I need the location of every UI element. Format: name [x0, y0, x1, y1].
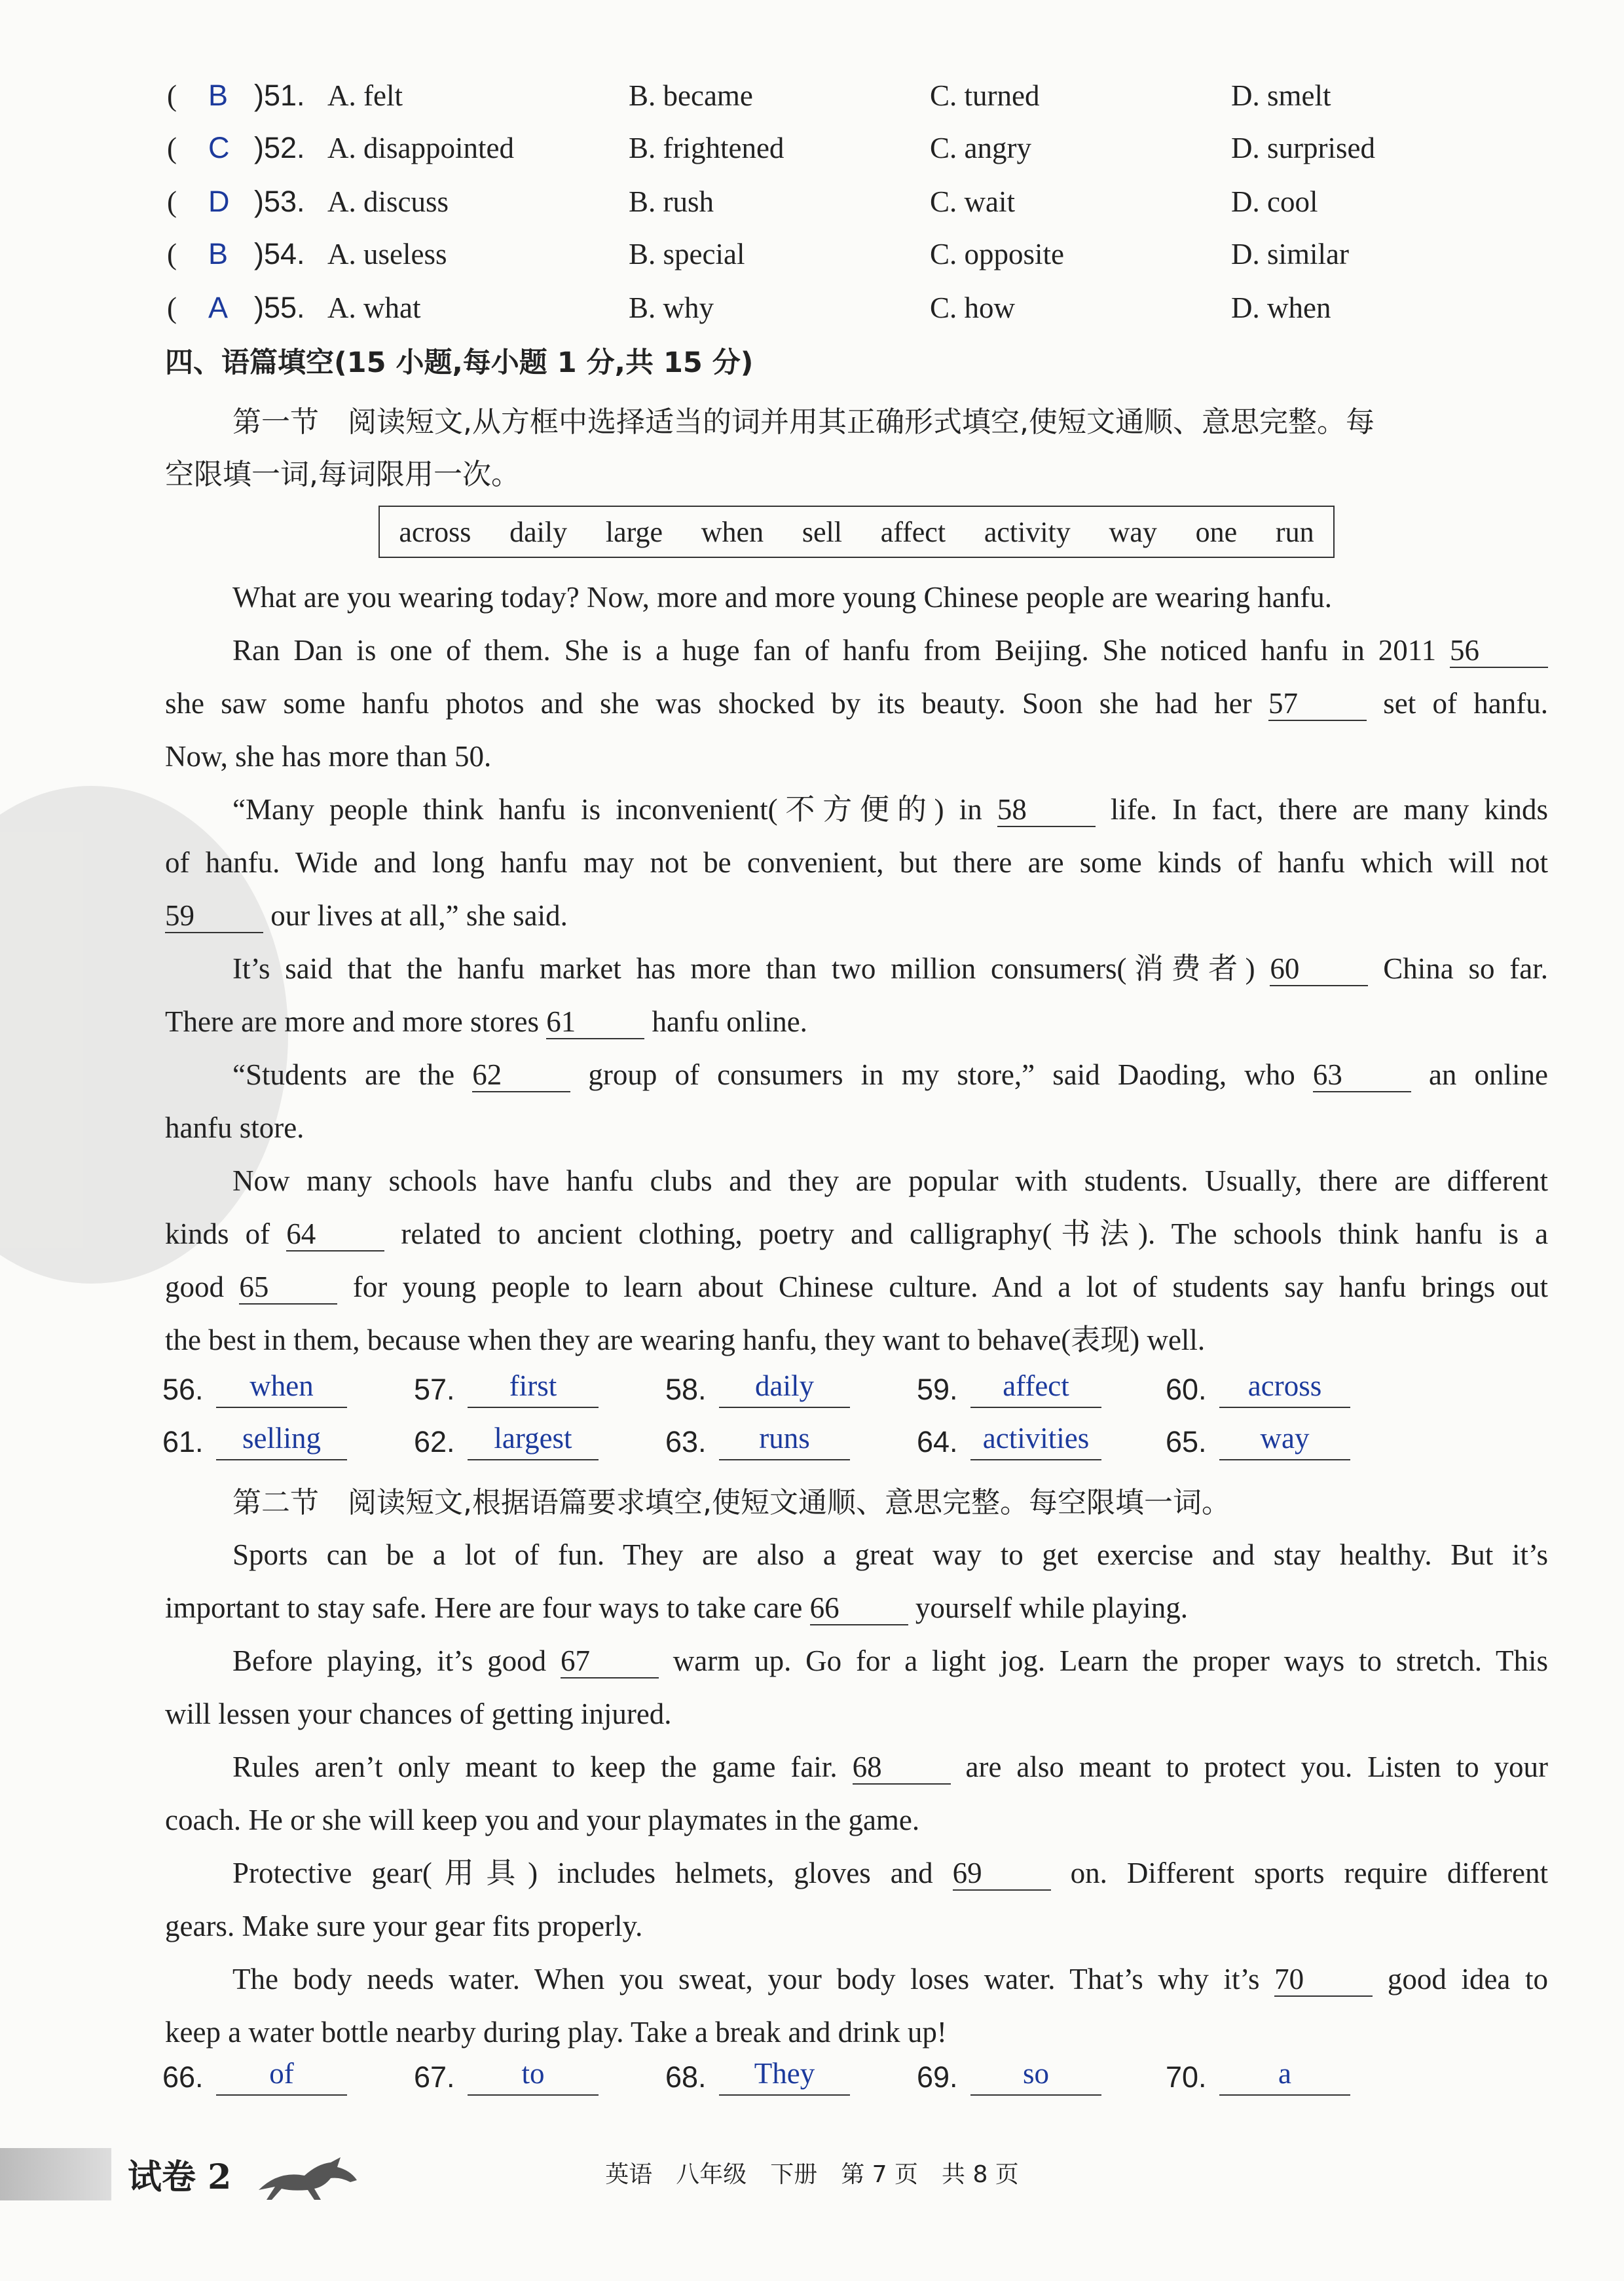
answer-value: when: [216, 1369, 347, 1408]
blank-60: 60: [1270, 952, 1368, 986]
choice-answer: B: [208, 237, 229, 270]
blank-67: 67: [561, 1644, 659, 1678]
choice-number: )54.: [254, 237, 305, 270]
passage-line: 59 our lives at all,” she said.: [165, 899, 568, 932]
choice-answer: D: [208, 185, 230, 218]
word-box-item: way: [1109, 515, 1157, 548]
word-box-item: one: [1195, 515, 1238, 548]
option-c: C. opposite: [930, 238, 1065, 270]
option-d: D. surprised: [1231, 132, 1375, 164]
answer-value: daily: [719, 1369, 850, 1408]
blank-69: 69: [953, 1857, 1051, 1891]
choice-number: )52.: [254, 131, 305, 164]
choice-answer: B: [208, 79, 229, 112]
option-b: B. why: [629, 291, 714, 324]
answer-value: largest: [468, 1421, 599, 1460]
passage-2: [165, 1529, 1548, 2059]
passage-line: Now many schools have hanfu clubs and they are popular with students. Usually, there are different: [232, 1164, 1548, 1197]
blank-65: 65: [239, 1270, 337, 1305]
choice-paren: (: [167, 291, 177, 324]
page-footer: [0, 2143, 1624, 2208]
blank-57: 57: [1268, 687, 1367, 721]
word-box-item: activity: [984, 515, 1071, 548]
blank-64: 64: [286, 1217, 384, 1252]
part1-instructions: 第一节 阅读短文,从方框中选择适当的词并用其正确形式填空,使短文通顺、意思完整。每: [232, 405, 1375, 439]
choice-paren: (: [167, 132, 177, 164]
answer-value: runs: [719, 1421, 850, 1460]
passage-line: of hanfu. Wide and long hanfu may not be convenient, but there are some kinds of hanfu which will not: [165, 846, 1548, 879]
blank-70: 70: [1274, 1963, 1373, 1997]
choice-paren: (: [167, 185, 177, 218]
answer-number: 64.: [917, 1425, 958, 1458]
answer-value: across: [1219, 1369, 1350, 1408]
word-box-item: affect: [880, 515, 946, 548]
blank-56: 56: [1450, 634, 1548, 668]
option-c: C. turned: [930, 79, 1040, 112]
section-heading: 四、语篇填空(15 小题,每小题 1 分,共 15 分): [165, 346, 754, 379]
blank-61: 61: [546, 1005, 644, 1039]
passage-line: she saw some hanfu photos and she was shocked by its beauty. Soon she had her 57 set of hanfu.: [165, 687, 1548, 720]
passage-line: the best in them, because when they are wearing hanfu, they want to behave(表现) well.: [165, 1324, 1206, 1356]
passage-line: Ran Dan is one of them. She is a huge fan of hanfu from Beijing. She noticed hanfu in 2011 56: [165, 624, 1548, 677]
passage-line: gears. Make sure your gear fits properly.: [165, 1910, 643, 1942]
answer-number: 57.: [414, 1373, 455, 1406]
answer-value: to: [468, 2056, 599, 2096]
word-box-item: when: [701, 515, 764, 548]
blank-68: 68: [853, 1751, 951, 1785]
answer-number: 56.: [162, 1373, 204, 1406]
answer-number: 68.: [665, 2060, 707, 2094]
word-box-item: run: [1275, 515, 1314, 548]
option-c: C. wait: [930, 185, 1015, 218]
word-box-item: daily: [509, 515, 568, 548]
answer-number: 70.: [1166, 2060, 1207, 2094]
passage-line: Before playing, it’s good 67 warm up. Go for a light jog. Learn the proper ways to stretch. This: [232, 1644, 1549, 1677]
option-b: B. frightened: [629, 132, 784, 164]
answer-value: They: [719, 2056, 850, 2096]
passage-line: will lessen your chances of getting injured.: [165, 1697, 672, 1730]
answer-number: 60.: [1166, 1373, 1207, 1406]
option-b: B. became: [629, 79, 753, 112]
answer-number: 67.: [414, 2060, 455, 2094]
option-a: A. what: [327, 291, 421, 324]
passage-line: keep a water bottle nearby during play. Take a break and drink up!: [165, 2016, 947, 2049]
answer-number: 65.: [1166, 1425, 1207, 1458]
option-d: D. when: [1231, 291, 1331, 324]
passage-line: Now, she has more than 50.: [165, 740, 492, 773]
choice-number: )53.: [254, 185, 305, 218]
passage-line: Protective gear(用具) includes helmets, gloves and 69 on. Different sports require different: [232, 1857, 1549, 1889]
answer-value: activities: [970, 1421, 1101, 1460]
option-d: D. similar: [1231, 238, 1349, 270]
answer-value: selling: [216, 1421, 347, 1460]
option-d: D. smelt: [1231, 79, 1331, 112]
answer-value: a: [1219, 2056, 1350, 2096]
choice-answer: A: [208, 291, 229, 324]
blank-59: 59: [165, 899, 263, 933]
answer-value: way: [1219, 1421, 1350, 1460]
word-box-item: sell: [802, 515, 842, 548]
option-a: A. disappointed: [327, 132, 514, 164]
passage-1: [165, 571, 1548, 1367]
answer-number: 69.: [917, 2060, 958, 2094]
option-d: D. cool: [1231, 185, 1318, 218]
passage-line: “Students are the 62 group of consumers in my store,” said Daoding, who 63 an online: [232, 1058, 1549, 1091]
part2-instructions: 第二节 阅读短文,根据语篇要求填空,使短文通顺、意思完整。每空限填一词。: [232, 1486, 1230, 1519]
word-box-item: across: [399, 515, 471, 548]
page-info: 英语 八年级 下册 第 7 页 共 8 页: [605, 2161, 1019, 2188]
choice-paren: (: [167, 238, 177, 270]
option-b: B. rush: [629, 185, 714, 218]
option-a: A. felt: [327, 79, 403, 112]
answer-number: 66.: [162, 2060, 204, 2094]
passage-line: What are you wearing today? Now, more and more young Chinese people are wearing hanfu.: [232, 581, 1332, 614]
passage-line: It’s said that the hanfu market has more than two million consumers(消费者) 60 China so far.: [232, 952, 1549, 985]
choice-number: )51.: [254, 79, 305, 112]
option-c: C. angry: [930, 132, 1031, 164]
answer-number: 62.: [414, 1425, 455, 1458]
passage-line: Rules aren’t only meant to keep the game fair. 68 are also meant to protect you. Listen to your: [232, 1751, 1548, 1783]
paper-label: 试卷 2: [128, 2157, 232, 2197]
option-b: B. special: [629, 238, 745, 270]
passage-line: kinds of 64 related to ancient clothing, poetry and calligraphy(书法). The schools think hanfu is a: [165, 1217, 1549, 1250]
passage-line: coach. He or she will keep you and your playmates in the game.: [165, 1804, 920, 1836]
word-box-item: large: [605, 515, 663, 548]
passage-line: “Many people think hanfu is inconvenient(不方便的) in 58 life. In fact, there are many kinds: [232, 793, 1549, 826]
option-a: A. discuss: [327, 185, 449, 218]
passage-line: Sports can be a lot of fun. They are also a great way to get exercise and stay healthy. But it’s: [232, 1538, 1548, 1571]
answer-value: of: [216, 2056, 347, 2096]
choice-number: )55.: [254, 291, 305, 324]
option-a: A. useless: [327, 238, 447, 270]
choice-paren: (: [167, 79, 177, 112]
answer-number: 63.: [665, 1425, 707, 1458]
choice-answer: C: [208, 131, 230, 164]
blank-62: 62: [472, 1058, 570, 1092]
blank-58: 58: [997, 793, 1096, 827]
passage-line: good 65 for young people to learn about Chinese culture. And a lot of students say hanfu brings out: [165, 1270, 1549, 1303]
answer-value: affect: [970, 1369, 1101, 1408]
blank-66: 66: [810, 1591, 908, 1625]
answer-number: 59.: [917, 1373, 958, 1406]
blank-63: 63: [1313, 1058, 1411, 1092]
option-c: C. how: [930, 291, 1016, 324]
answer-number: 58.: [665, 1373, 707, 1406]
answer-value: first: [468, 1369, 599, 1408]
answer-value: so: [970, 2056, 1101, 2096]
answer-number: 61.: [162, 1425, 204, 1458]
passage-line: The body needs water. When you sweat, your body loses water. That’s why it’s 70 good idea to: [232, 1963, 1549, 1995]
passage-line: There are more and more stores 61 hanfu online.: [165, 1005, 807, 1038]
part1-instructions-2: 空限填一词,每词限用一次。: [165, 458, 520, 491]
word-box: [378, 506, 1335, 558]
passage-line: important to stay safe. Here are four ways to take care 66 yourself while playing.: [165, 1591, 1188, 1624]
passage-line: hanfu store.: [165, 1111, 304, 1144]
